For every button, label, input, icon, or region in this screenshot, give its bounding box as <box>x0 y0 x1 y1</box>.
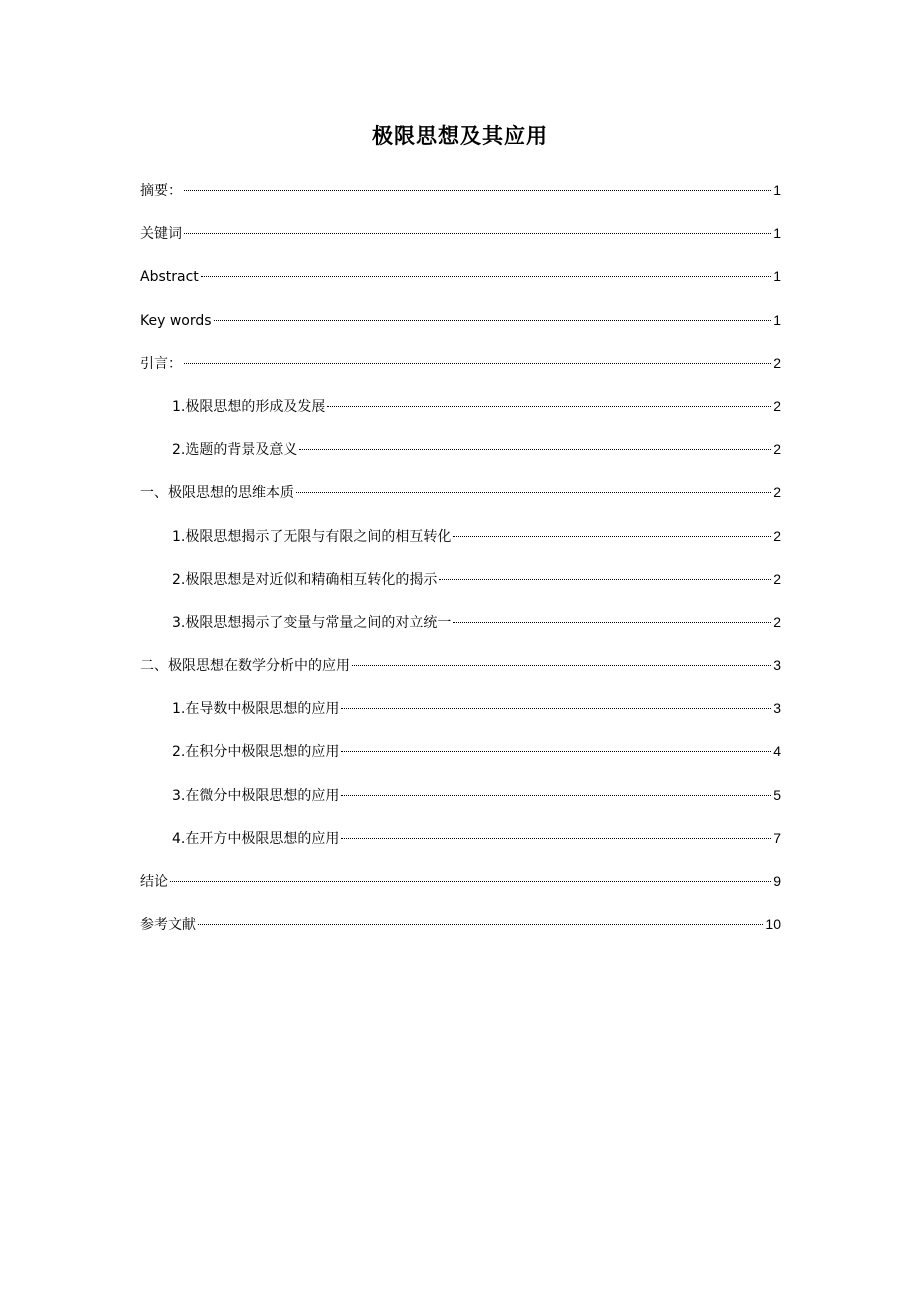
toc-entry-page-number: 2 <box>773 527 781 544</box>
toc-dot-leader <box>341 751 771 752</box>
toc-entry[interactable] <box>140 522 781 565</box>
toc-entry-page-number: 3 <box>773 700 781 717</box>
toc-dot-leader <box>341 795 771 796</box>
toc-dot-leader <box>296 492 771 493</box>
toc-entry-label: Key words <box>140 312 212 329</box>
toc-entry[interactable] <box>140 651 781 694</box>
toc-entry-label: 3.极限思想揭示了变量与常量之间的对立统一 <box>172 614 452 631</box>
toc-entry-label: 2.极限思想是对近似和精确相互转化的揭示 <box>172 571 438 588</box>
toc-entry[interactable] <box>140 867 781 910</box>
toc-entry[interactable] <box>140 565 781 608</box>
toc-entry-page-number: 3 <box>773 657 781 674</box>
toc-entry[interactable] <box>140 392 781 435</box>
toc-entry-page-number: 5 <box>773 786 781 803</box>
toc-entry-label: 1.在导数中极限思想的应用 <box>172 701 340 718</box>
toc-entry-page-number: 2 <box>773 484 781 501</box>
toc-entry[interactable] <box>140 435 781 478</box>
toc-entry-page-number: 2 <box>773 613 781 630</box>
toc-entry-label: 一、极限思想的思维本质 <box>140 485 294 502</box>
toc-dot-leader <box>184 233 771 234</box>
toc-entry-page-number: 9 <box>773 873 781 889</box>
toc-entry-label: 参考文献 <box>140 917 196 934</box>
toc-entry-page-number: 1 <box>773 182 781 198</box>
toc-entry-label: 引言： <box>140 355 182 372</box>
toc-entry-label: Abstract <box>140 269 199 286</box>
toc-entry-page-number: 2 <box>773 397 781 414</box>
toc-dot-leader <box>299 449 771 450</box>
toc-entry-label: 关键词 <box>140 226 182 243</box>
toc-dot-leader <box>170 881 771 882</box>
toc-entry-page-number: 4 <box>773 743 781 760</box>
toc-entry-page-number: 2 <box>773 354 781 371</box>
toc-entry-label: 2.在积分中极限思想的应用 <box>172 744 340 761</box>
toc-entry-page-number: 1 <box>773 311 781 328</box>
toc-entry[interactable] <box>140 694 781 737</box>
toc-entry-label: 3.在微分中极限思想的应用 <box>172 787 340 804</box>
table-of-contents <box>140 176 781 953</box>
toc-entry-label: 2.选题的背景及意义 <box>172 442 298 459</box>
toc-dot-leader <box>201 276 771 277</box>
toc-entry[interactable] <box>140 306 781 349</box>
toc-dot-leader <box>327 406 771 407</box>
toc-entry-page-number: 10 <box>765 916 781 933</box>
toc-entry[interactable] <box>140 781 781 824</box>
toc-entry-page-number: 7 <box>773 829 781 846</box>
toc-dot-leader <box>439 579 771 580</box>
toc-entry[interactable] <box>140 349 781 392</box>
toc-dot-leader <box>214 320 772 321</box>
toc-dot-leader <box>184 363 771 364</box>
toc-entry[interactable] <box>140 176 781 219</box>
toc-dot-leader <box>352 665 771 666</box>
toc-entry-label: 结论 <box>140 874 168 890</box>
page-title: 极限思想及其应用 <box>372 123 548 148</box>
toc-entry[interactable] <box>140 608 781 651</box>
toc-entry-label: 1.极限思想的形成及发展 <box>172 398 326 415</box>
toc-dot-leader <box>341 838 771 839</box>
toc-entry[interactable] <box>140 478 781 521</box>
toc-entry[interactable] <box>140 219 781 262</box>
toc-entry-label: 1.极限思想揭示了无限与有限之间的相互转化 <box>172 528 452 545</box>
toc-entry-page-number: 1 <box>773 268 781 285</box>
toc-dot-leader <box>453 536 771 537</box>
toc-entry-label: 4.在开方中极限思想的应用 <box>172 830 340 847</box>
toc-entry[interactable] <box>140 824 781 867</box>
toc-entry-page-number: 1 <box>773 225 781 242</box>
toc-entry[interactable] <box>140 910 781 953</box>
toc-entry-page-number: 2 <box>773 441 781 458</box>
toc-dot-leader <box>341 708 771 709</box>
toc-dot-leader <box>184 190 771 191</box>
toc-entry[interactable] <box>140 737 781 780</box>
toc-entry-label: 二、极限思想在数学分析中的应用 <box>140 658 350 675</box>
toc-entry[interactable] <box>140 262 781 305</box>
toc-dot-leader <box>198 924 763 925</box>
toc-dot-leader <box>453 622 771 623</box>
toc-entry-page-number: 2 <box>773 570 781 587</box>
toc-entry-label: 摘要： <box>140 183 182 199</box>
